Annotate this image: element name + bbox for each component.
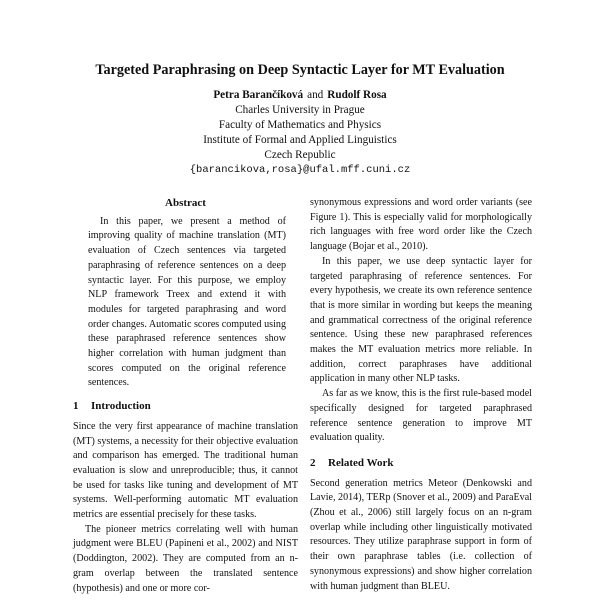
intro-paragraph-5: As far as we know, this is the first rule-based model specifically designed for targeted paraphrased reference sentence generation to improve MT evaluation quality. bbox=[310, 388, 532, 444]
affiliation-faculty: Faculty of Mathematics and Physics bbox=[218, 119, 382, 131]
paper-title: Targeted Paraphrasing on Deep Syntactic Layer for MT Evaluation bbox=[95, 62, 505, 78]
affiliation-university: Charles University in Prague bbox=[235, 104, 365, 116]
affiliation-institute: Institute of Formal and Applied Linguistics bbox=[203, 134, 397, 146]
right-column bbox=[310, 196, 532, 594]
section-title: Introduction bbox=[91, 400, 151, 413]
intro-paragraph-4: In this paper, we use deep syntactic layer for targeted paraphrasing of reference sentences. For every hypothesis, we create its own reference sentence that is more similar in wording but keeps the meaning and grammatical correctness of the original reference sentence. Using these new paraphrased references makes the MT evaluation metrics more reliable. In addition, correct paraphrases have additional application in many other NLP tasks. bbox=[310, 255, 532, 385]
author-names bbox=[0, 88, 600, 103]
left-column bbox=[73, 196, 298, 596]
intro-paragraph-3: synonymous expressions and word order variants (see Figure 1). This is especially valid for morphologically rich languages with free word order like the Czech language (Bojar et al., 2010). bbox=[310, 197, 532, 253]
section-related-work-heading bbox=[310, 456, 532, 471]
author-email: {barancikova,rosa}@ufal.mff.cuni.cz bbox=[189, 164, 411, 176]
intro-paragraph-1: Since the very first appearance of machine translation (MT) systems, a necessity for their objective evaluation and comparison has emerged. The traditional human evaluation is slow and unreproducible; thus, it cannot be used for tasks like tuning and development of MT systems. Well-performing automatic MT evaluation metrics are essential precisely for these tasks. bbox=[73, 420, 298, 521]
section-number: 2 bbox=[310, 456, 316, 469]
abstract-heading: Abstract bbox=[165, 197, 206, 209]
section-title: Related Work bbox=[328, 456, 394, 469]
abstract-text: In this paper, we present a method of improving quality of machine translation (MT) evaluation of Czech sentences via targeted paraphrasing of reference sentences on a deep syntactic layer. For this purpose, we employ NLP framework Treex and extend it with modules for targeted paraphrasing and word order changes. Automatic scores computed using these paraphrased reference sentences show higher correlation with human judgment than scores computed on the original reference sentences. bbox=[88, 215, 286, 389]
affiliation-country: Czech Republic bbox=[264, 149, 336, 161]
author-2: Rudolf Rosa bbox=[327, 89, 387, 101]
section-introduction-heading bbox=[73, 399, 298, 414]
intro-paragraph-2: The pioneer metrics correlating well with human judgment were BLEU (Papineni et al., 2002) and NIST (Doddington, 2002). They are computed from an n-gram overlap between the translated sentence (hypothesis) and one or more cor- bbox=[73, 523, 298, 594]
abstract-body bbox=[73, 215, 298, 391]
author-block bbox=[0, 88, 600, 178]
related-work-paragraph-1: Second generation metrics Meteor (Denkowski and Lavie, 2014), TERp (Snover et al., 2009) and ParaEval (Zhou et al., 2006) still largely focus on an n-gram overlap while including other linguistically motivated resources. They utilize paraphrase support in form of their own paraphrase tables (i.e. collection of synonymous expressions) and show higher correlation with human judgment than BLEU. bbox=[310, 477, 532, 592]
author-conjunction: and bbox=[307, 89, 324, 101]
section-number: 1 bbox=[73, 400, 79, 413]
author-1: Petra Barančíková bbox=[213, 89, 304, 101]
